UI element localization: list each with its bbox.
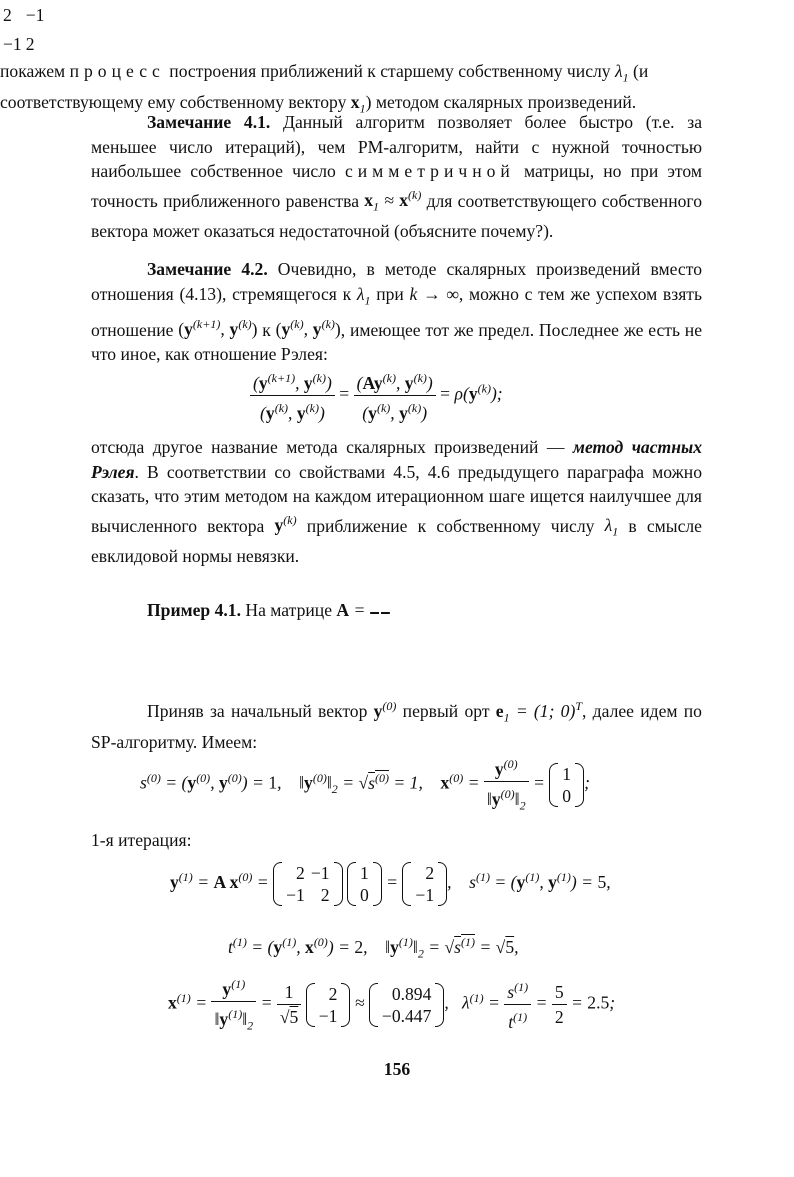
remark-4-2-text-4: к	[257, 319, 276, 340]
yk-vector: $y^{(k)}$	[274, 513, 297, 536]
initial-formulas: $s^{(0)} = (y^{(0)}$, $y^{(0)}) = 1$, $‖y^{(0)}‖_2 = √s^{(0)} = 1$, $x^{(0)}$ = $\frac{y^{(0)}}{‖y^{(0)}‖_2}$ = 1 0 ;	[140, 752, 590, 817]
t1-value: 2	[354, 936, 364, 957]
t1-formula: $t^{(1)} = (y^{(1)}$, $x^{(0)}) = 2$, $‖y^{(1)}‖_2 = √s^{(1)} = √5$,	[228, 935, 519, 961]
lambda1-symbol-3: $\lambda_1$	[614, 61, 629, 85]
remark-4-1-text-1: Данный алгоритм позволяет более быстро (т.е. за меньшее число итераций), чем PM-алгоритм, найти с нужной точностью наибольшее собственное число	[91, 112, 702, 181]
page: Замечание 4.1. Данный алгоритм позволяет более быстро (т.е. за меньшее число итераций), чем PM-алгоритм, найти с нужной точностью наибольшее собственное число симметричной матрицы, но при этом точность приближенного равенства $x_1 \approx x^{(k)}$ для соответствующего собственного вектора может оказаться недостаточной (объясните почему?). Замечание 4.2. Очевидно, в методе скалярных произведений вместо отношения (4.13), стремящегося к $\lambda_1$ при k → ∞, можно с тем же успехом взять отношение ($y^{(k+1)}$, $y^{(k)}$) к ($y^{(k)}$, $y^{(k)}$), имеющее тот же предел. Последнее же есть не что иное, как отношение Рэлея: $\frac{(y^{(k+1)}, y^{(k)})}{(y^{(k)}, y^{(k)})}$ = $\frac{(Ay^{(k)}, y^{(k)})}{(y^{(k)}, y^{(k)})}$ = $\rho(y^{(k)})$; отсюда другое название метода скалярных произведений — метод частных Рэлея. В соответствии со свойствами 4.5, 4.6 предыдущего параграфа можно сказать, что этим методом на каждом итерационном шаге ищется наилучшее для вычисленного вектора $y^{(k)}$ приближение к собственному числу $\lambda_1$ в смысле евклидовой нормы невязки. Пример 4.1. На матрице A = 2 −1 −1 2 покажем процесс построения приближений к старшему собственному числу $\lambda_1$ (и соответствующему ему собственному вектору $x_1$) методом скалярных произведений. Приняв за начальный вектор $y^{(0)}$ первый орт $e_1 = (1$; 0)$^T$, далее идем по SP-алгоритму. Имеем: $s^{(0)} = (y^{(0)}$, $y^{(0)}) = 1$, $‖y^{(0)}‖_2 = √s^{(0)} = 1$, $x^{(0)}$ = $\frac{y^{(0)}}{‖y^{(0)}‖_2}$ = 1 0 ; 1-я итерация: $y^{(1)} = A$ $x^{(0)}$ = 2 −1 −1 2 1 0 = 2 −1 , $s^{(1)} = (y^{(1)}$, $y^{(1)}) = 5$, $t^{(1)} = (y^{(1)}$, $x^{(0)}) = 2$, $‖y^{(1)}‖_2 = √s^{(1)} = √5$, $x^{(1)}$ = $\frac{y^{(1)}}{‖y^{(1)}‖_2}$ = $\frac{1}{√5}$ 2 −1 ≈ 0.894 −0.447 , $\lambda^{(1)}$ = $\frac{s^{(1)}}{t^{(1)}}$ = $\frac{5}{2}$ = 2.5; 156	[0, 0, 794, 1177]
after-text-4: в смысле евклидовой нормы невязки.	[91, 515, 702, 567]
lambda1-symbol-2: $\lambda_1$	[604, 515, 619, 539]
s1-value: 5	[597, 872, 607, 893]
start-text-1: Приняв за начальный вектор	[147, 700, 374, 721]
remark-4-1-spaced-word: симметричной	[344, 161, 515, 181]
remark-4-1-title: Замечание 4.1.	[147, 112, 271, 132]
remark-4-1-text-2: матрицы, но при этом точность приближенного равенства	[91, 161, 702, 211]
rayleigh-formula: $\frac{(y^{(k+1)}, y^{(k)})}{(y^{(k)}, y^{(k)})}$ = $\frac{(Ay^{(k)}, y^{(k)})}{(y^{(k)}, y^{(k)})}$ = $\rho(y^{(k)})$;	[250, 366, 503, 425]
inner-product-2: ($y^{(k)}$, $y^{(k)}$)	[275, 317, 341, 340]
method-name: метод частных Рэлея	[91, 437, 702, 482]
s0-value: 1	[268, 772, 278, 793]
remark-4-2-text-1: Очевидно, в методе скалярных произведений вместо отношения (4.13), стремящегося к	[91, 259, 702, 304]
after-formula-paragraph	[91, 435, 702, 569]
lambda1-symbol: $\lambda_1$	[356, 283, 371, 308]
y1-formula: $y^{(1)} = A$ $x^{(0)}$ = 2 −1 −1 2 1 0 = 2 −1 , $s^{(1)} = (y^{(1)}$, $y^{(1)}) = 5$,	[170, 863, 611, 905]
matrix-A-def: A =	[336, 600, 370, 620]
remark-4-2-text-2: при	[370, 283, 410, 304]
remark-4-1-text-3: для соответствующего собственного вектора может оказаться недостаточной (объясните почему?).	[91, 190, 703, 242]
example-spaced-word: процесс	[69, 61, 165, 81]
remark-4-2-title: Замечание 4.2.	[147, 259, 268, 279]
x1-approx-vector: 0.894 −0.447	[369, 983, 445, 1027]
remark-4-2	[91, 257, 702, 366]
example-text-5: ) методом скалярных произведений.	[365, 92, 637, 113]
matrix-A-repeat: 2 −1 −1 2	[273, 862, 342, 906]
start-paragraph	[91, 694, 702, 754]
y1-vector-repeat: 2 −1	[306, 983, 351, 1027]
approx-eq-formula: $x_1 \approx x^{(k)}$	[364, 188, 422, 214]
remark-4-2-text-5: , имеющее тот же предел. Последнее же есть не что иное, как отношение Рэлея:	[91, 319, 703, 364]
k-to-infinity: k → ∞	[409, 283, 459, 304]
after-text-2: . В соответствии со свойствами 4.5, 4.6 предыдущего параграфа можно сказать, что этим методом на каждом итерационном шаге ищется наилучшее для вычисленного вектора	[91, 461, 702, 536]
example-text-1: На матрице	[240, 600, 337, 620]
example-text-3: построения приближений к старшему собственному числу	[164, 61, 615, 81]
after-text-1: отсюда другое название метода скалярных произведений —	[91, 437, 573, 457]
remark-4-2-text-3: , можно с тем же успехом взять отношение	[91, 283, 702, 340]
lambda1-value: 2.5	[587, 992, 610, 1013]
remark-4-1	[91, 110, 702, 244]
example-4-1	[91, 597, 702, 624]
iteration-label: 1-я итерация:	[91, 830, 192, 850]
after-text-3: приближение к собственному числу	[296, 515, 605, 536]
y1-column-vector: 2 −1	[402, 862, 447, 906]
x1-lambda-formula: $x^{(1)}$ = $\frac{y^{(1)}}{‖y^{(1)}‖_2}$ = $\frac{1}{√5}$ 2 −1 ≈ 0.894 −0.447 , $\lambda^{(1)}$ = $\frac{s^{(1)}}{t^{(1)}}$ = $\frac{5}{2}$ = 2.5;	[168, 972, 615, 1037]
example-title: Пример 4.1.	[147, 600, 241, 620]
example-text-4: (и соответствующему ему собственному вектору	[0, 61, 649, 113]
example-text-2: покажем	[0, 61, 70, 81]
y0-vector: $y^{(0)}$	[373, 699, 397, 721]
start-text-3: , далее идем по SP-алгоритму. Имеем:	[91, 700, 702, 752]
x0-vector-repeat: 1 0	[347, 862, 382, 906]
start-text-2: первый орт	[396, 700, 496, 721]
e1-definition: $e_1 = (1$; 0)$^T$	[495, 699, 583, 725]
x0-column-vector: 1 0	[549, 763, 584, 807]
x1-vector: $x_1$	[350, 92, 366, 116]
inner-product-1: ($y^{(k+1)}$, $y^{(k)}$)	[178, 317, 258, 340]
page-number: 156	[383, 1059, 411, 1079]
